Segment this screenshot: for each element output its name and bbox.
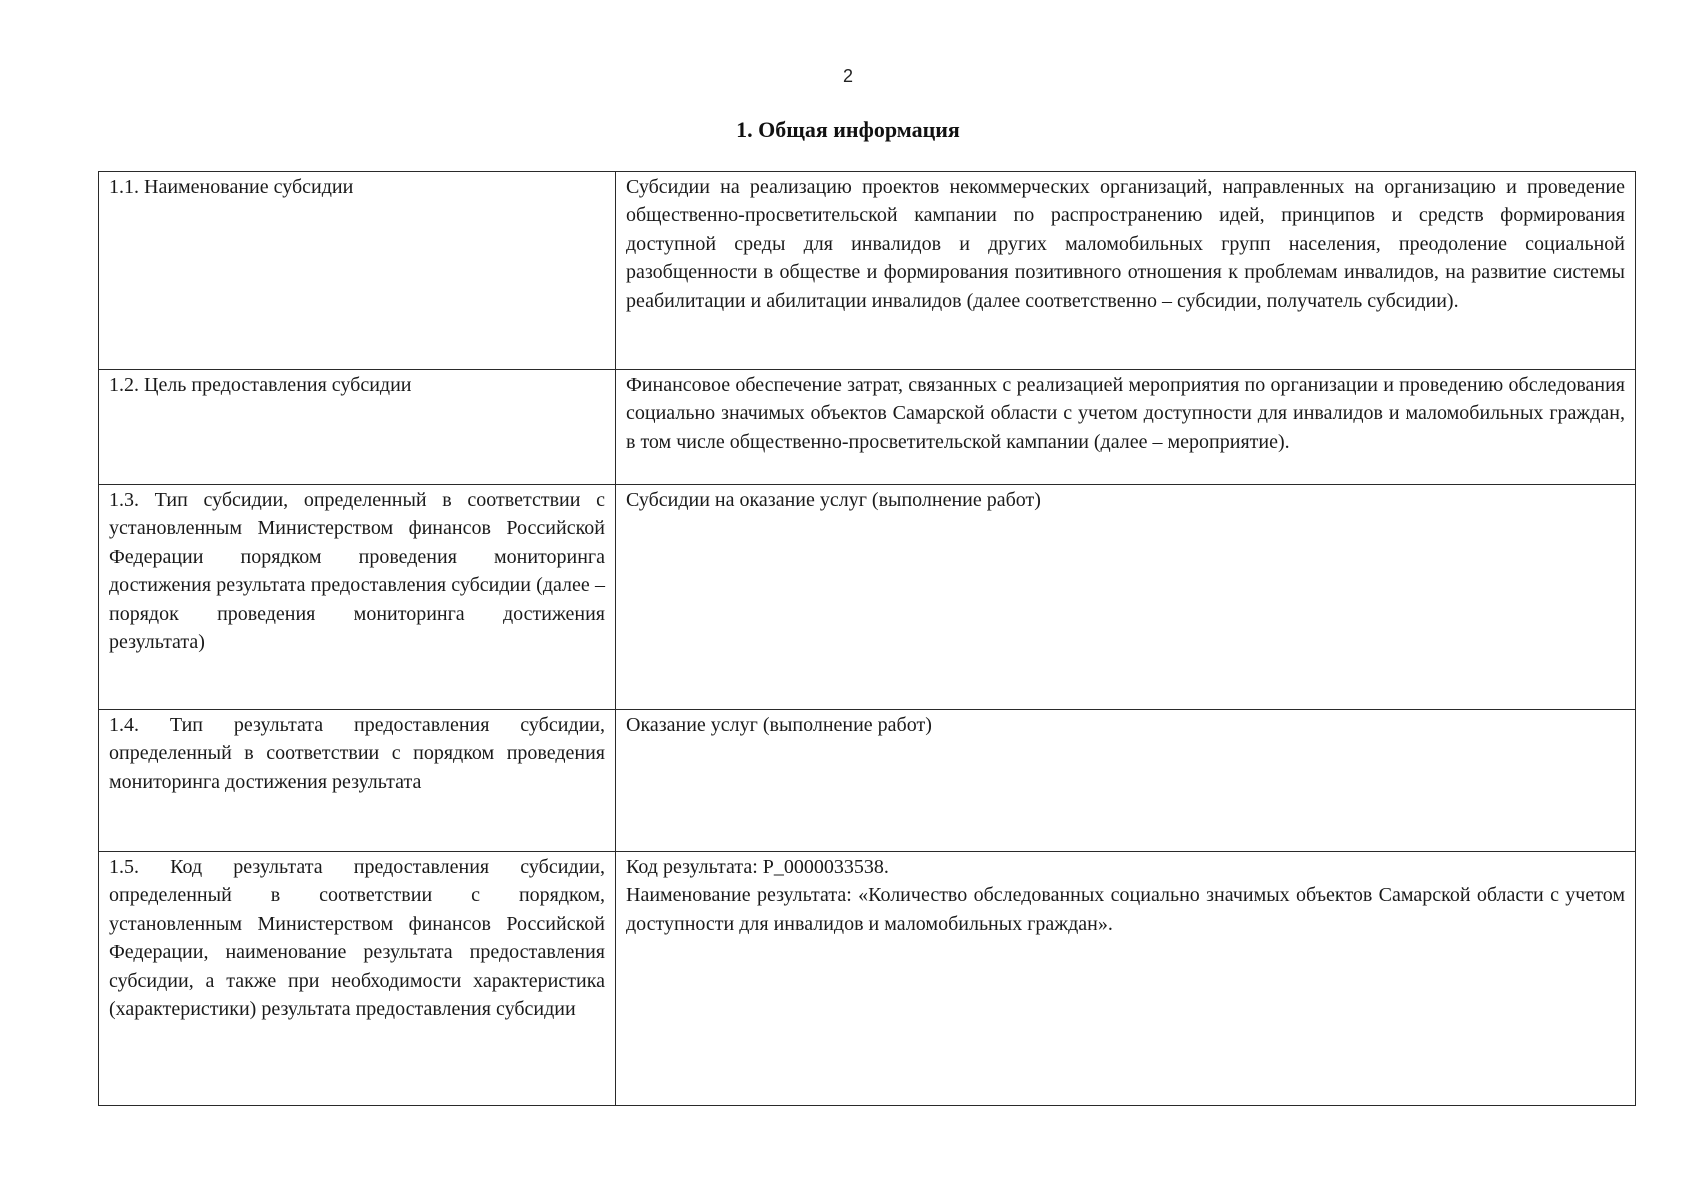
row-label: 1.4. Тип результата предоставления субсидии, определенный в соответствии с порядком проведения мониторинга достижения результата [99,710,616,852]
general-info-table [98,171,1636,1106]
section-title: 1. Общая информация [736,117,960,142]
table-row [99,710,1636,852]
table-row [99,172,1636,370]
row-value [616,852,1636,1106]
row-label: 1.5. Код результата предоставления субсидии, определенный в соответствии с порядком, установленным Министерством финансов Российской Федерации, наименование результата предоставления субсидии, а также при необходимости характеристика (характеристики) результата предоставления субсидии [99,852,616,1106]
row-value: Субсидии на оказание услуг (выполнение работ) [616,485,1636,710]
page-number: 2 [842,66,853,86]
row-value: Субсидии на реализацию проектов некоммерческих организаций, направленных на организацию и проведение общественно-просветительской кампании по распространению идей, принципов и средств формирования доступной среды для инвалидов и других маломобильных групп населения, преодоление социальной разобщенности в обществе и формирования позитивного отношения к проблемам инвалидов, на развитие системы реабилитации и абилитации инвалидов (далее соответственно – субсидии, получатель субсидии). [616,172,1636,370]
row-value: Финансовое обеспечение затрат, связанных с реализацией мероприятия по организации и проведению обследования социально значимых объектов Самарской области с учетом доступности для инвалидов и маломобильных граждан, в том числе общественно-просветительской кампании (далее – мероприятие). [616,370,1636,485]
table-row [99,852,1636,1106]
row-value: Оказание услуг (выполнение работ) [616,710,1636,852]
result-code: Код результата: P_0000033538. [626,856,889,878]
table-row [99,370,1636,485]
result-name: Наименование результата: «Количество обследованных социально значимых объектов Самарской области с учетом доступности для инвалидов и маломобильных граждан». [626,884,1625,935]
row-label: 1.1. Наименование субсидии [99,172,616,370]
table-row [99,485,1636,710]
row-label: 1.3. Тип субсидии, определенный в соответствии с установленным Министерством финансов Российской Федерации порядком проведения мониторинга достижения результата предоставления субсидии (далее – порядок проведения мониторинга достижения результата) [99,485,616,710]
row-label: 1.2. Цель предоставления субсидии [99,370,616,485]
